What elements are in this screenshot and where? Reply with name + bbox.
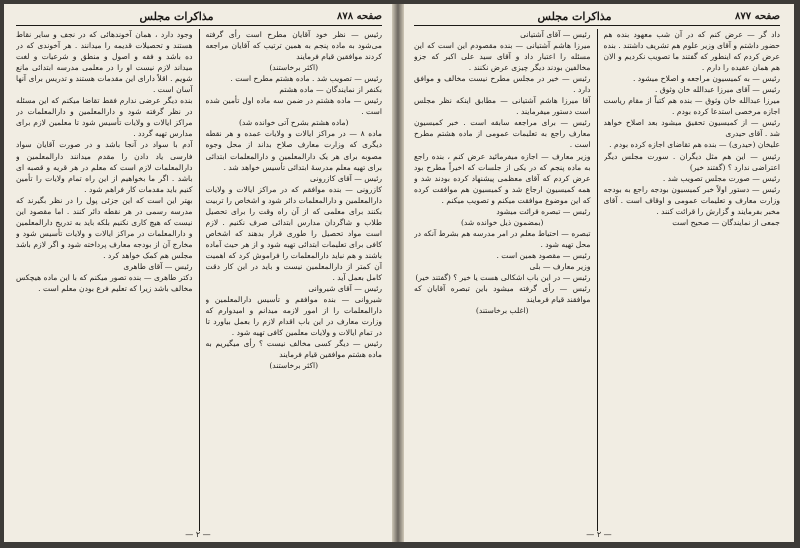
paragraph: رئیس — به کمیسیون مراجعه و اصلاح میشود . (632, 74, 780, 84)
paragraph: آقا میرزا هاشم آشتیانی — مطابق اینکه نظر مجلس است دستور میفرمایند . (414, 96, 591, 117)
paragraph: دکتر طاهری — بنده تصور میکنم که با این ماده هیچکس مخالف باشد زیرا که تعلیم فرع بودن معلم است . (16, 273, 193, 294)
paragraph: آدم با سواد در آنجا باشد و در صورت آقایان سواد فارسی یاد دادن را مقدم میدانند دارالمعلمین و دارالمعلمات لازم است که معلم در هر قریه و قصبه ای باشد . اگر ما بخواهیم از این راه تمام ولایات را تأمین کنیم باید مقدمات کار فراهم شود . (16, 140, 193, 194)
left-page (4, 4, 392, 542)
left-page-header (16, 10, 382, 26)
left-page-footer: — ۲ — (185, 530, 211, 539)
paragraph: رئیس — ماده هشتم در ضمن سه ماده اول تأمین شده است . (205, 96, 382, 117)
right-page-column-right (604, 29, 781, 531)
paragraph: رئیس — خیر در مجلس مطرح نیست مخالف و موافق دارد . (414, 74, 591, 95)
paragraph: (اکثر برخاستند) (269, 63, 319, 73)
left-page-title: مذاکرات مجلس (139, 10, 214, 23)
paragraph: رئیس — در این باب اشکالی هست یا خیر ؟ (گفتند خیر) (415, 273, 591, 283)
paragraph: ماده ۸ — در مراکز ایالات و ولایات عمده و هر نقطه دیگری که وزارت معارف صلاح بداند از محل وجوه مصوبه برای هر یک دارالمعلمین و دارالمعلمات ابتدائی برای تهیه معلم مدرسهٔ ابتدائی تأسیس خواهد شد . (205, 129, 382, 172)
column-divider (199, 29, 200, 531)
paragraph: رئیس — از کمیسیون تحقیق میشود بعد اصلاح خواهد شد . آقای حیدری (603, 118, 780, 139)
right-page-column-left (414, 29, 591, 531)
paragraph: بنده دیگر عرضی ندارم فقط تقاضا میکنم که این مسئله در نظر گرفته شود و دارالمعلمین و دارالمعلمات در مراکز ایالات و ولایات تأسیس شود تا معلمین لازم برای مدارس تهیه گردد . (16, 96, 193, 139)
paragraph: رئیس — دیگر کسی مخالف نیست ؟ رأی میگیریم به ماده هشتم موافقین قیام فرمایند (205, 339, 382, 360)
paragraph: جمعی از نمایندگان — صحیح است (672, 217, 780, 227)
left-page-column-left (16, 29, 193, 531)
paragraph: رئیس — آقای آشتیانی (520, 30, 591, 39)
paragraph: رئیس — دستور اولاً خبر کمیسیون بودجه راجع به بودجه وزارت معارف و تعلیمات عمومی و اوقاف است . آقای مخبر بفرمایند و گزارش را قرائت کنند . (603, 184, 780, 216)
paragraph: تبصره — احتیاط معلم در امر مدرسه هم بشرط آنکه در محل تهیه شود . (414, 228, 591, 249)
right-page-footer: — ۲ — (586, 530, 612, 539)
right-page (404, 4, 794, 542)
paragraph: رئیس — تبصره قرائت میشود (496, 206, 591, 216)
paragraph: رئیس — برای مراجعه سابقه است . خبر کمیسیون معارف راجع به تعلیمات عمومی از ماده هشتم مطرح است . (414, 118, 591, 150)
paragraph: بهتر این است که این جزئی پول را در نظر بگیرند که مدرسه رسمی در هر نقطه دائر کنند . اما مقصود این نیست که هیچ کاری نکنیم بلکه باید به تدریج دارالمعلمین و دارالمعلمات در مراکز ایالات و ولایات تأسیس شود و مخارج آن از بودجه معارف پرداخته شود و اگر لازم باشد مجلس هم کمک خواهد کرد . (16, 195, 193, 260)
paragraph: رئیس — مقصود همین است . (496, 250, 591, 260)
paragraph: رئیس — نظر خود آقایان مطرح است رأی گرفته می‌شود به ماده پنجم به همین ترتیب که آقایان مراجعه کردند موافقین قیام فرمایند (205, 30, 382, 62)
paragraph: رئیس — صورت مجلس تصویب شد . (662, 173, 780, 183)
paragraph: رئیس — رأی گرفته میشود باین تبصره آقایان که موافقند قیام فرمایند (414, 284, 591, 305)
paragraph: علیخان (حیدری) — بنده هم تقاضای اجازه کرده بودم . (609, 140, 780, 150)
left-page-column-right (206, 29, 383, 531)
paragraph: (ماده هشتم بشرح آتی خوانده شد) (238, 118, 349, 128)
paragraph: (اکثر برخاستند) (269, 361, 319, 371)
paragraph: رئیس — آقای طاهری (123, 261, 193, 271)
paragraph: بکنفر از نمایندگان — ماده هشتم (279, 85, 382, 95)
right-page-title: مذاکرات مجلس (537, 10, 612, 23)
right-page-columns (414, 29, 780, 531)
right-page-number: صفحه ۸۷۷ (735, 11, 780, 22)
left-page-columns (16, 29, 382, 531)
paragraph: میرزا هاشم آشتیانی — بنده مقصودم این است که این مسئله را اعتبار داد و آقای سید علی اکبر که جزو مخالفین بودند دیگر چیزی عرض نکنند . (414, 41, 591, 73)
book-gutter (392, 4, 404, 542)
paragraph: (اغلب برخاستند) (475, 306, 529, 316)
paragraph: شیروانی — بنده موافقم و تأسیس دارالمعلمین و دارالمعلمات را از امور لازمه میدانم و امیدوارم که وزارت معارف در این باب اقدام لازم را بعمل بیاورد تا در تمام ایالات و ولایات معلمین کافی تهیه شود . (205, 295, 382, 338)
column-divider (597, 29, 598, 531)
paragraph: کازرونی — بنده موافقم که در مراکز ایالات و ولایات دارالمعلمین و دارالمعلمات دائر شود و اشخاص را تربیت بکنند برای معلمی که از آن راه وقت را برای تحصیل طلاب و شاگردان مدارس ابتدائی صرف نکنیم . لازم است مواد تحصیل را طوری قرار بدهند که اشخاص کافی برای تعلیمات ابتدائی تهیه شود و از هر حیث آماده باشند و هم نباید دارالمعلمات را فراموش کرد که اهمیت آن کمتر از دارالمعلمین نیست و باید در این کار دقت کامل بعمل آید . (205, 184, 382, 283)
paragraph: رئیس — این هم مثل دیگران . سورت مجلس دیگر اعتراضی ندارد ؟ (گفتند خیر) (603, 151, 780, 172)
paragraph: وزیر معارف — بلی (529, 261, 591, 271)
paragraph: وزیر معارف — اجازه میفرمائید عرض کنم ، بنده راجع به ماده پنجم که در یکی از جلسات که اخیراً مطرح بود عرض کردم که آقای معظمی پیشنهاد کرده بودند شد و همه کمیسیون ارجاع شد و کمیسیون هم موافقت کرده که این موضوع موافقت میکنم و تصویب میکنم . (414, 151, 591, 205)
paragraph: وجود دارد ، همان آخوندهائی که در نجف و سایر نقاط هستند و تحصیلات قدیمه را میدانند . هر آخوندی که در ده باشد و فقه و اصول و منطق و شرعیات و لغت میداند لازم نیست او را در معلمی مدرسه ابتدائی مانع شویم . اقلاً دارای این مقدمات هستند و تدریس برای آنها آسان است . (16, 30, 193, 95)
right-page-header (414, 10, 780, 26)
paragraph: رئیس — آقای کازرونی (310, 173, 382, 183)
paragraph: (بمضمون ذیل خوانده شد) (460, 217, 544, 227)
paragraph: رئیس — آقای شیروانی (308, 284, 382, 294)
paragraph: رئیس — تصویب شد . ماده هشتم مطرح است . (230, 74, 382, 84)
paragraph: داد گر — عرض کنم که در آن شب معهود بنده هم حضور داشتم و آقای وزیر علوم هم تشریف داشتند . بنده عرض کردم که اینطور که گفتند ما تصویب نکردیم و الان هم همان عقیده را دارم . (603, 30, 780, 73)
paragraph: میرزا عبدالله خان وثوق — بنده هم کتباً از مقام ریاست اجازه مرخصی استدعا کرده بودم . (603, 96, 780, 117)
left-page-number: صفحه ۸۷۸ (337, 11, 382, 22)
paragraph: رئیس — آقای میرزا عبدالله خان وثوق . (655, 85, 780, 95)
